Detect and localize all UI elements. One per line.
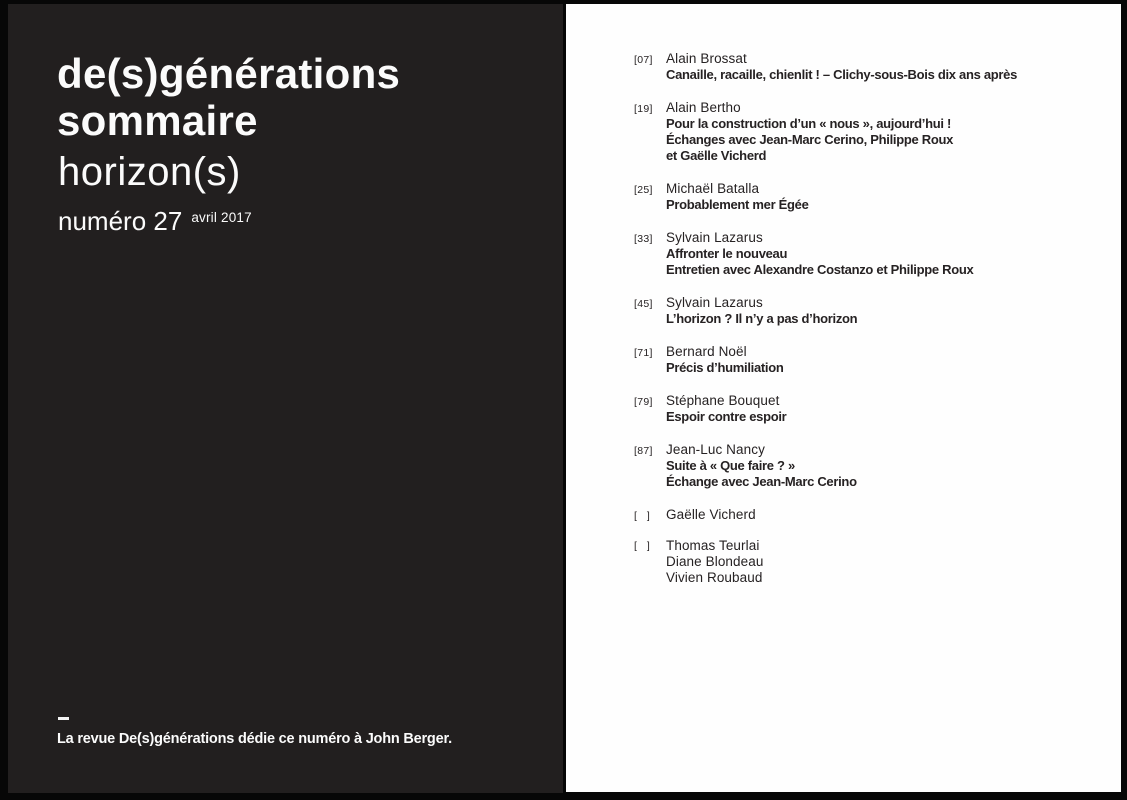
toc-entry-title-line: Espoir contre espoir: [666, 409, 787, 424]
dedication-dash: [58, 717, 69, 720]
toc-entry-lines: [666, 230, 1121, 278]
page-number: [87]: [634, 444, 653, 457]
toc-entry-author: Sylvain Lazarus: [666, 295, 763, 310]
toc-entry: [634, 344, 1121, 376]
toc-entry-lines: [666, 51, 1121, 83]
toc-entry: [634, 538, 1121, 586]
issue-theme: horizon(s): [58, 150, 241, 194]
toc-entry-title-line: L’horizon ? Il n’y a pas d’horizon: [666, 311, 858, 326]
toc-entry-lines: [666, 100, 1121, 164]
toc-entry: [634, 181, 1121, 213]
toc-entry: [634, 295, 1121, 327]
toc-entry: [634, 51, 1121, 83]
toc-entry-lines: [666, 393, 1121, 425]
toc-entry: [634, 442, 1121, 490]
toc-entry-author: Gaëlle Vicherd: [666, 507, 756, 522]
toc-entry-title-line: et Gaëlle Vicherd: [666, 148, 767, 163]
issue-line: [58, 202, 252, 237]
left-page: [8, 4, 563, 793]
toc-entry-author: Thomas Teurlai: [666, 537, 760, 553]
issue-date: avril 2017: [191, 210, 252, 225]
toc-entry-title-line: Probablement mer Égée: [666, 197, 809, 212]
toc-entry: [634, 393, 1121, 425]
toc-entry-lines: [666, 181, 1121, 213]
journal-title: de(s)générations: [57, 50, 401, 97]
toc-entry-author: Alain Bertho: [666, 100, 741, 115]
toc-entry-title-line: Pour la construction d’un « nous », aujourd’hui !: [666, 116, 952, 131]
page-number: [79]: [634, 395, 653, 408]
page-number: [ ]: [634, 540, 651, 552]
page-number: [ ]: [634, 509, 651, 522]
toc-entry-title-line: Suite à « Que faire ? »: [666, 458, 795, 473]
toc-entry-author: Michaël Batalla: [666, 181, 760, 196]
toc-entry-author: Sylvain Lazarus: [666, 230, 763, 245]
toc-entry-lines: [666, 538, 1121, 586]
toc-list: [566, 4, 1121, 586]
page-number: [45]: [634, 297, 653, 310]
toc-entry-lines: [666, 295, 1121, 327]
toc-entry-title-line: Précis d’humiliation: [666, 360, 784, 375]
toc-entry-author: Vivien Roubaud: [666, 569, 763, 585]
toc-entry-title-line: Canaille, racaille, chienlit ! – Clichy-sous-Bois dix ans après: [666, 67, 1018, 82]
toc-entry-author: Jean-Luc Nancy: [666, 442, 765, 457]
toc-entry-lines: [666, 442, 1121, 490]
toc-entry-title-line: Échanges avec Jean-Marc Cerino, Philippe Roux: [666, 132, 954, 147]
dedication-text: La revue De(s)générations dédie ce numéro à John Berger.: [57, 731, 452, 747]
page-number: [19]: [634, 102, 653, 115]
toc-entry-author: Stéphane Bouquet: [666, 393, 780, 408]
toc-entry-title-line: Échange avec Jean-Marc Cerino: [666, 474, 857, 489]
toc-entry-lines: [666, 507, 1121, 523]
toc-page: [566, 4, 1121, 792]
sommaire-heading: sommaire: [57, 97, 258, 144]
toc-entry: [634, 230, 1121, 278]
toc-entry-lines: [666, 344, 1121, 376]
page-number: [25]: [634, 183, 653, 196]
page-number: [33]: [634, 232, 653, 245]
toc-entry-author: Diane Blondeau: [666, 553, 764, 569]
toc-entry: [634, 507, 1121, 524]
page-number: [07]: [634, 53, 653, 66]
toc-entry-title-line: Affronter le nouveau: [666, 246, 788, 261]
issue-number: numéro 27: [58, 206, 183, 236]
toc-entry-author: Bernard Noël: [666, 344, 747, 359]
journal-masthead: [57, 50, 400, 144]
toc-entry-author: Alain Brossat: [666, 51, 747, 66]
toc-entry: [634, 100, 1121, 164]
page-number: [71]: [634, 346, 653, 359]
toc-entry-title-line: Entretien avec Alexandre Costanzo et Philippe Roux: [666, 262, 974, 277]
